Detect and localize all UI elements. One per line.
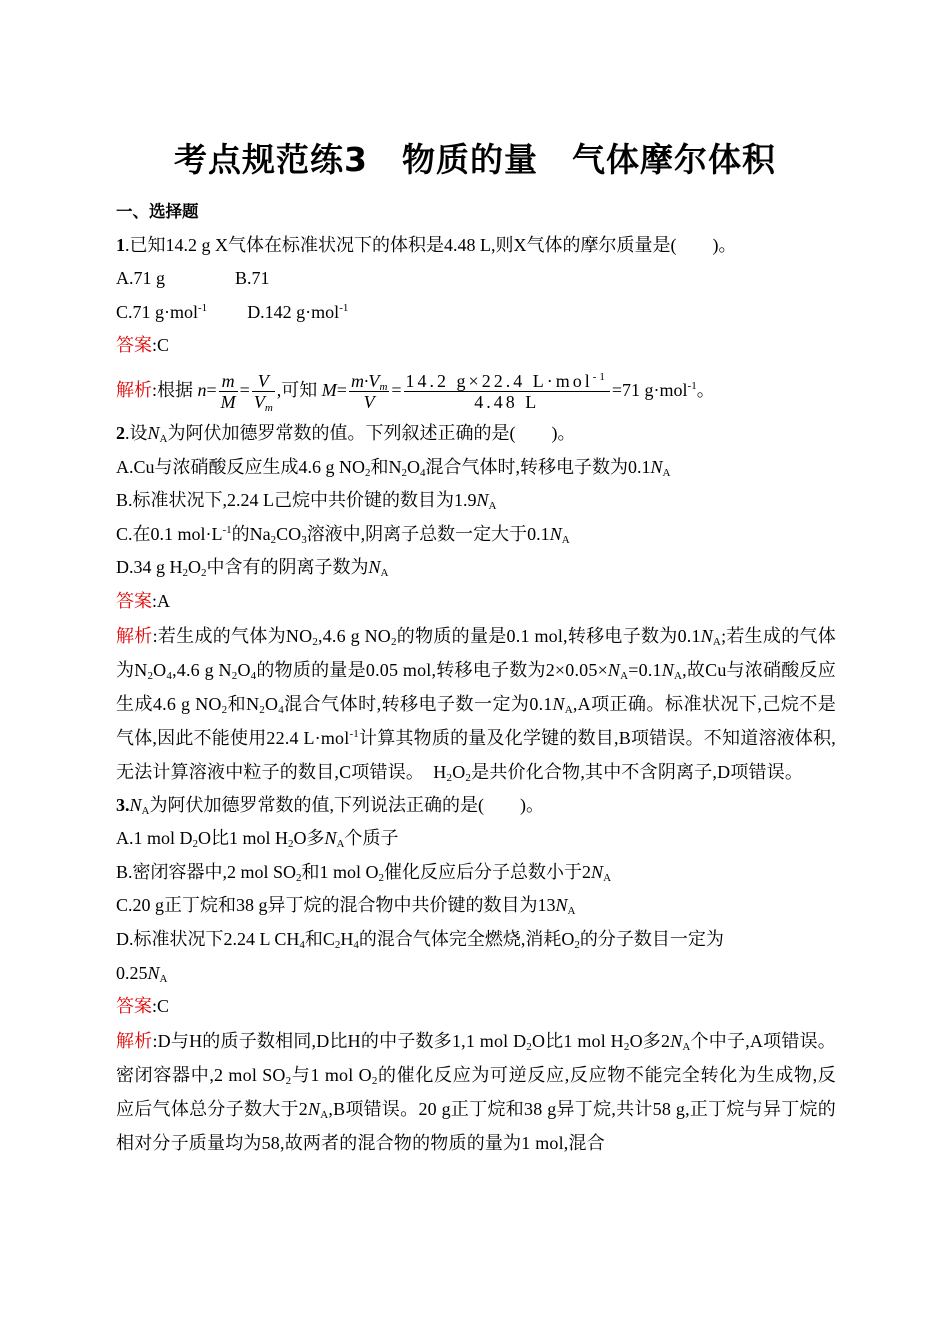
subscript: 2	[378, 871, 385, 884]
equals: =	[391, 379, 402, 400]
option-text: O比1 mol H	[198, 828, 288, 849]
subscript: A	[662, 466, 671, 479]
option-text: D.标准状况下2.24 L CH	[116, 928, 300, 949]
option-text: C.在0.1 mol·L	[116, 523, 223, 544]
na-symbol: N	[591, 861, 604, 882]
option-text: 催化反应后分子总数小于2	[384, 861, 592, 882]
subscript: 2	[192, 838, 198, 851]
analysis-text: :根据	[152, 379, 198, 400]
superscript: -1	[592, 371, 608, 384]
option-text: 和N	[370, 456, 402, 477]
question-3-analysis	[116, 1024, 836, 1160]
na-symbol: N	[700, 625, 713, 646]
answer-label: 答案	[116, 996, 152, 1017]
analysis-text: 个中子,A项错误。密闭容器中,2 mol SO	[116, 1030, 836, 1085]
superscript: -1	[687, 379, 697, 392]
question-1-analysis	[116, 363, 836, 417]
subscript: 2	[465, 771, 472, 784]
subscript: A	[682, 1040, 691, 1053]
question-2-option-b	[116, 484, 836, 518]
analysis-text: 和N	[227, 693, 260, 714]
option-text: C.20 g正丁烷和38 g异丁烷的混合物中共价键的数目为13	[116, 895, 556, 916]
stem-text: .已知14.2 g X气体在标准状况下的体积是4.48 L,则X气体的摩尔质量是( )。	[125, 234, 737, 255]
option-text: A.Cu与浓硝酸反应生成4.6 g NO	[116, 456, 366, 477]
analysis-text: O	[452, 761, 466, 782]
variable-v: V	[253, 392, 265, 413]
question-2-stem	[116, 417, 836, 451]
na-symbol: N	[308, 1098, 321, 1119]
question-3-option-b	[116, 856, 836, 890]
option-text: D.34 g H	[116, 557, 183, 578]
analysis-text: ;若生成的气体为N	[116, 625, 837, 680]
subscript: A	[488, 500, 497, 513]
option-text: 的Na	[231, 523, 271, 544]
option-text: 的分子数目一定为	[579, 928, 724, 949]
analysis-text: O	[237, 659, 251, 680]
subscript: m	[379, 381, 388, 394]
subscript: A	[320, 1108, 329, 1121]
question-3-option-a	[116, 822, 836, 856]
option-text: 和C	[304, 928, 335, 949]
question-2-option-a	[116, 451, 836, 485]
na-symbol: N	[129, 794, 142, 815]
numerator-text: 14.2 g×22.4 L·mol	[405, 371, 593, 392]
answer-label: 答案	[116, 335, 152, 356]
analysis-text: 混合气体时,转移电子数一定为0.1	[283, 693, 553, 714]
option-text: 0.25	[116, 962, 148, 983]
na-symbol: N	[607, 659, 621, 680]
subscript: A	[336, 838, 345, 851]
analysis-text: ,B项错误。20 g正丁烷和38 g异丁烷,共计58 g,正丁烷与异丁烷的相对分子质量均为58,故两者的混合物的物质的量为1 mol,混合	[116, 1098, 837, 1153]
question-2-option-c	[116, 518, 836, 552]
subscript: A	[159, 432, 168, 445]
analysis-label: 解析	[116, 379, 152, 400]
period: 。	[696, 379, 715, 400]
analysis-text: O	[153, 659, 167, 680]
subscript: 3	[301, 533, 307, 546]
subscript: 2	[221, 703, 228, 716]
variable-n: n	[197, 379, 207, 400]
question-1-stem	[116, 229, 836, 263]
numerator-text: m·V	[350, 371, 380, 392]
analysis-label: 解析	[116, 1030, 153, 1051]
question-number: 3	[116, 794, 125, 815]
subscript: A	[673, 669, 683, 682]
question-2-analysis	[116, 619, 836, 789]
superscript: -1	[339, 301, 349, 314]
na-symbol: N	[650, 456, 663, 477]
na-symbol: N	[147, 422, 160, 443]
equals: =	[336, 379, 347, 400]
subscript: 2	[259, 703, 265, 716]
option-text: A.1 mol D	[116, 828, 193, 849]
fraction-numeric	[404, 371, 610, 412]
analysis-text: :D与H的质子数相同,D比H的中子数多1,1 mol D	[152, 1030, 527, 1051]
page-title: 考点规范练3 物质的量 气体摩尔体积	[174, 140, 776, 179]
analysis-text: 计算其物质的量及化学键的数目,B项错误。不知道溶液体积,无法计算溶液中粒子的数目,C项错误。 H	[116, 727, 836, 782]
question-2-answer	[116, 585, 836, 619]
fraction-mVm-over-V	[349, 371, 389, 412]
variable-M: M	[321, 379, 337, 400]
option-text: O	[407, 456, 421, 477]
question-3-answer	[116, 990, 836, 1024]
content-body	[116, 195, 836, 1160]
subscript: A	[141, 804, 150, 817]
na-symbol: N	[661, 659, 674, 680]
section-heading: 一、选择题	[116, 202, 199, 221]
subscript: A	[561, 533, 570, 546]
analysis-text: O比1 mol H	[532, 1030, 624, 1051]
subscript: 2	[312, 635, 319, 648]
option-text: 和1 mol O	[301, 861, 379, 882]
subscript: A	[380, 567, 389, 580]
subscript: 2	[401, 466, 408, 479]
fraction-m-over-M	[219, 371, 238, 412]
analysis-text: ,可知	[276, 379, 322, 400]
option-c: C.71 g·mol	[116, 301, 199, 322]
subscript: 4	[166, 669, 173, 682]
option-text: CO	[276, 523, 302, 544]
stem-text: 为阿伏加德罗常数的值,下列说法正确的是( )。	[149, 794, 544, 815]
numerator	[349, 371, 389, 392]
na-symbol: N	[324, 828, 337, 849]
na-symbol: N	[476, 490, 489, 511]
option-text: 中含有的阴离子数为	[206, 557, 369, 578]
analysis-text: 是共价化合物,其中不含阴离子,D项错误。	[471, 761, 804, 782]
equals: =	[206, 379, 217, 400]
numerator: V	[252, 371, 275, 392]
question-1-answer	[116, 329, 836, 363]
subscript: 4	[278, 703, 284, 716]
denominator: M	[220, 392, 236, 413]
subscript: 4	[250, 669, 257, 682]
na-symbol: N	[552, 693, 565, 714]
result-text: =71 g·mol	[611, 379, 688, 400]
option-text: 个质子	[344, 828, 399, 849]
question-3-stem: $3.N_A$为阿伏加德罗常数的值,下列说法正确的是( )。	[116, 794, 544, 817]
subscript: 2	[526, 1040, 532, 1053]
subscript: A	[603, 871, 612, 884]
option-text: 混合气体时,转移电子数为0.1	[425, 456, 651, 477]
superscript: -1	[222, 523, 232, 536]
subscript: 2	[270, 533, 277, 546]
numerator	[404, 371, 610, 392]
subscript: 2	[574, 938, 580, 951]
analysis-text: 的物质的量是0.05 mol,转移电子数为2×0.05×	[256, 659, 608, 680]
analysis-text: ,4.6 g N	[172, 659, 232, 680]
option-text: O	[188, 557, 201, 578]
answer-value: :C	[152, 996, 170, 1017]
fraction-V-over-Vm	[252, 371, 275, 415]
analysis-text: 的催化反应为可逆反应,反应物不能完全转化为生成物,反应后气体总分子数大于2	[116, 1064, 837, 1119]
subscript: 2	[147, 669, 154, 682]
option-text: B.密闭容器中,2 mol SO	[116, 861, 297, 882]
answer-value: :C	[152, 335, 170, 356]
option-text: H	[340, 928, 354, 949]
option-text: B.标准状况下,2.24 L己烷中共价键的数目为1.9	[116, 490, 477, 511]
subscript: A	[564, 703, 573, 716]
subscript: A	[567, 905, 576, 918]
analysis-text: ,A项正确。标准状况下,己烷不是气体,因此不能使用22.4 L·mol	[116, 693, 837, 748]
subscript: 2	[201, 567, 207, 580]
subscript: A	[159, 972, 168, 985]
subscript: 4	[299, 938, 305, 951]
equals: =	[239, 379, 250, 400]
stem-text: .设	[125, 422, 148, 443]
subscript: 4	[353, 938, 359, 951]
superscript: -1	[198, 301, 208, 314]
numerator: m	[219, 371, 238, 392]
option-text: 的混合气体完全燃烧,消耗O	[358, 928, 575, 949]
subscript: 4	[420, 466, 426, 479]
analysis-text: O多2	[629, 1030, 671, 1051]
subscript: 2	[182, 567, 188, 580]
subscript: 2	[365, 466, 371, 479]
analysis-text: :若生成的气体为NO	[152, 625, 313, 646]
subscript: 2	[296, 871, 302, 884]
subscript: 2	[334, 938, 341, 951]
subscript: 2	[285, 1074, 292, 1087]
denominator	[252, 392, 275, 415]
answer-value: :A	[152, 590, 170, 611]
option-a: A.71 g	[116, 268, 165, 289]
subscript: 2	[391, 635, 397, 648]
subscript: 2	[446, 771, 453, 784]
analysis-text: O	[265, 693, 279, 714]
na-symbol: N	[368, 557, 381, 578]
question-3-option-d-cont	[116, 957, 836, 991]
option-text: O多	[293, 828, 325, 849]
question-1-options-ab	[116, 262, 836, 296]
analysis-label: 解析	[116, 625, 153, 646]
analysis-text: ,4.6 g NO	[318, 625, 392, 646]
analysis-text: 与1 mol O	[291, 1064, 372, 1085]
question-2-option-d	[116, 551, 836, 585]
analysis-text: 的物质的量是0.1 mol,转移电子数为0.1	[396, 625, 701, 646]
answer-label: 答案	[116, 590, 152, 611]
question-number: 1	[116, 234, 125, 255]
option-text: 溶液中,阴离子总数一定大于0.1	[306, 523, 550, 544]
denominator: 4.48 L	[474, 392, 540, 413]
question-3-option-d	[116, 923, 836, 957]
superscript: -1	[349, 727, 360, 740]
denominator: V	[363, 392, 375, 413]
analysis-text: ,故Cu与浓硝酸反应生成4.6 g NO	[116, 659, 836, 714]
na-symbol: N	[147, 962, 160, 983]
question-3-option-c	[116, 889, 836, 923]
subscript: A	[620, 669, 629, 682]
subscript: 2	[288, 838, 294, 851]
na-symbol: N	[549, 523, 562, 544]
question-number: 2	[116, 422, 125, 443]
stem-text: 为阿伏加德罗常数的值。下列叙述正确的是( )。	[167, 422, 576, 443]
subscript: A	[712, 635, 722, 648]
subscript: 2	[231, 669, 238, 682]
option-b: B.71	[235, 268, 270, 289]
na-symbol: N	[555, 895, 568, 916]
analysis-text: =0.1	[628, 659, 662, 680]
question-1-options-cd	[116, 296, 836, 330]
na-symbol: N	[670, 1030, 683, 1051]
subscript: m	[264, 402, 273, 415]
subscript: 2	[371, 1074, 378, 1087]
subscript: 2	[623, 1040, 630, 1053]
option-d: D.142 g·mol	[247, 301, 340, 322]
